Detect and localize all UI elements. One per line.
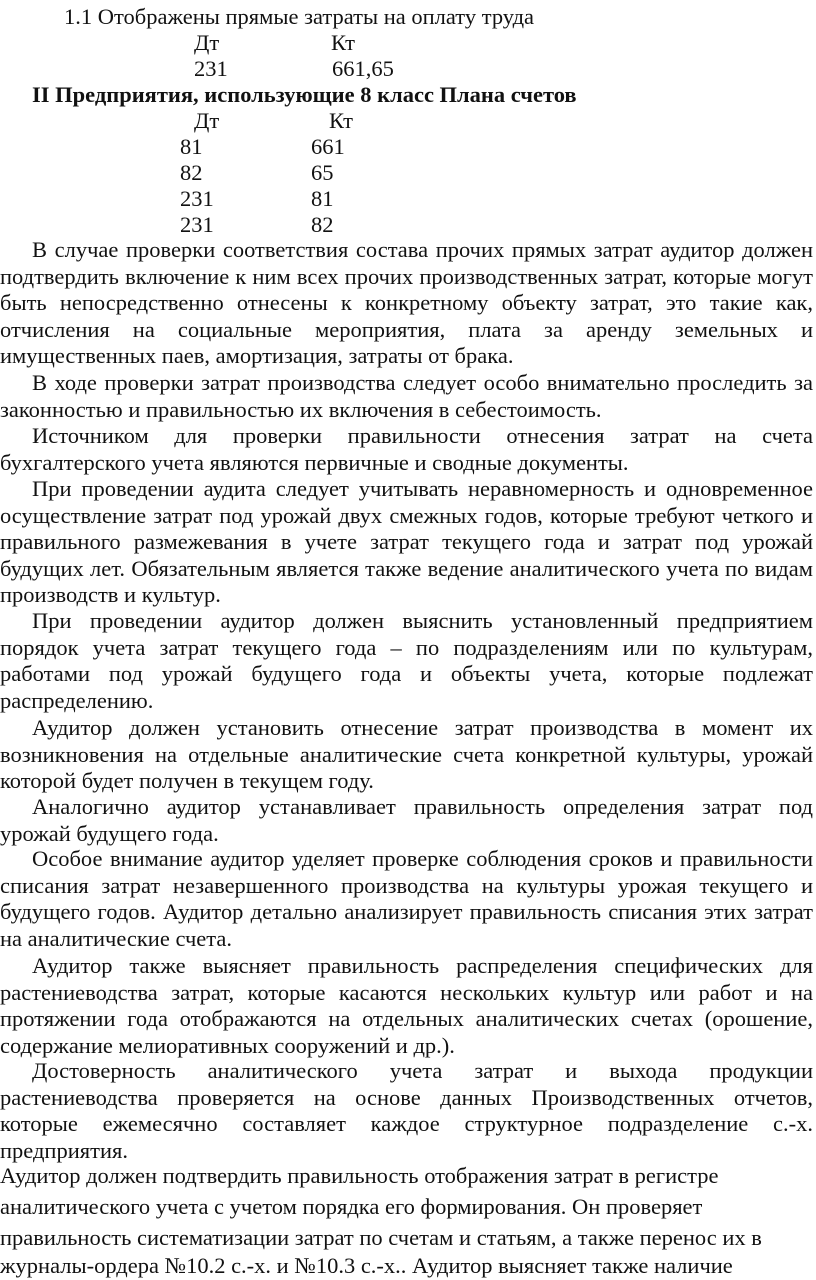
section-1-1-heading: 1.1 Отображены прямые затраты на оплату труда [64,4,535,29]
entry-kt: 82 [311,212,334,237]
section-2-heading: II Предприятия, использующие 8 класс Плана счетов [32,82,577,107]
section-2-col-dt: Дт [194,108,220,133]
entry-dt: 81 [180,134,203,159]
section-1-1-row-dt: 231 [194,56,228,81]
final-text-line: журналы-ордера №10.2 с.-х. и №10.3 с.-х.. Аудитор выясняет также наличие [0,1253,733,1278]
body-paragraph: Достоверность аналитического учета затрат и выхода продукции растениеводства проверяется на основе данных Производственных отчетов, которые ежемесячно составляет каждое структурное подразделение с.-х. предприятия. [0,1058,813,1163]
body-paragraph: В случае проверки соответствия состава прочих прямых затрат аудитор должен подтвердить включение к ним всех прочих производственных затрат, которые могут быть непосредственно отнесены к конкретному объекту затрат, это такие как, отчисления на социальные мероприятия, плата за аренду земельных и имущественных паев, амортизация, затраты от брака. [0,237,813,369]
body-paragraph: Аналогично аудитор устанавливает правильность определения затрат под урожай будущего года. [0,794,813,846]
body-paragraph: При проведении аудита следует учитывать неравномерность и одновременное осуществление затрат под урожай двух смежных годов, которые требуют четкого и правильного размежевания в учете затрат текущего года и затрат под урожай будущих лет. Обязательным является также ведение аналитического учета по видам производств и культур. [0,476,813,608]
final-text-line: аналитического учета с учетом порядка его формирования. Он проверяет [0,1194,703,1219]
entry-dt: 231 [180,212,214,237]
entry-dt: 82 [180,160,203,185]
final-text-line: Аудитор должен подтвердить правильность отображения затрат в регистре [0,1163,719,1188]
section-1-1-col-dt: Дт [194,30,220,55]
entry-dt: 231 [180,186,214,211]
body-paragraph: Особое внимание аудитор уделяет проверке соблюдения сроков и правильности списания затрат незавершенного производства на культуры урожая текущего и будущего годов. Аудитор детально анализирует правильность списания этих затрат на аналитические счета. [0,846,813,951]
body-paragraph: Аудитор также выясняет правильность распределения специфических для растениеводства затрат, которые касаются нескольких культур или работ и на протяжении года отображаются на отдельных аналитических счетах (орошение, содержание мелиоративных сооружений и др.). [0,953,813,1058]
entry-kt: 81 [311,186,334,211]
body-paragraph: Аудитор должен установить отнесение затрат производства в момент их возникновения на отдельные аналитические счета конкретной культуры, урожай которой будет получен в текущем году. [0,715,813,794]
section-2-col-kt: Кт [329,108,353,133]
section-1-1-row-kt: 661,65 [332,56,394,81]
final-text-line: правильность систематизации затрат по счетам и статьям, а также перенос их в [0,1225,762,1250]
section-1-1-col-kt: Кт [331,30,355,55]
body-paragraph: Источником для проверки правильности отнесения затрат на счета бухгалтерского учета являются первичные и сводные документы. [0,423,813,475]
entry-kt: 65 [311,160,334,185]
entry-kt: 661 [311,134,345,159]
body-paragraph: При проведении аудитор должен выяснить установленный предприятием порядок учета затрат текущего года – по подразделениям или по культурам, работами под урожай будущего года и объекты учета, которые подлежат распределению. [0,608,813,713]
body-paragraph: В ходе проверки затрат производства следует особо внимательно проследить за законностью и правильностью их включения в себестоимость. [0,370,813,422]
